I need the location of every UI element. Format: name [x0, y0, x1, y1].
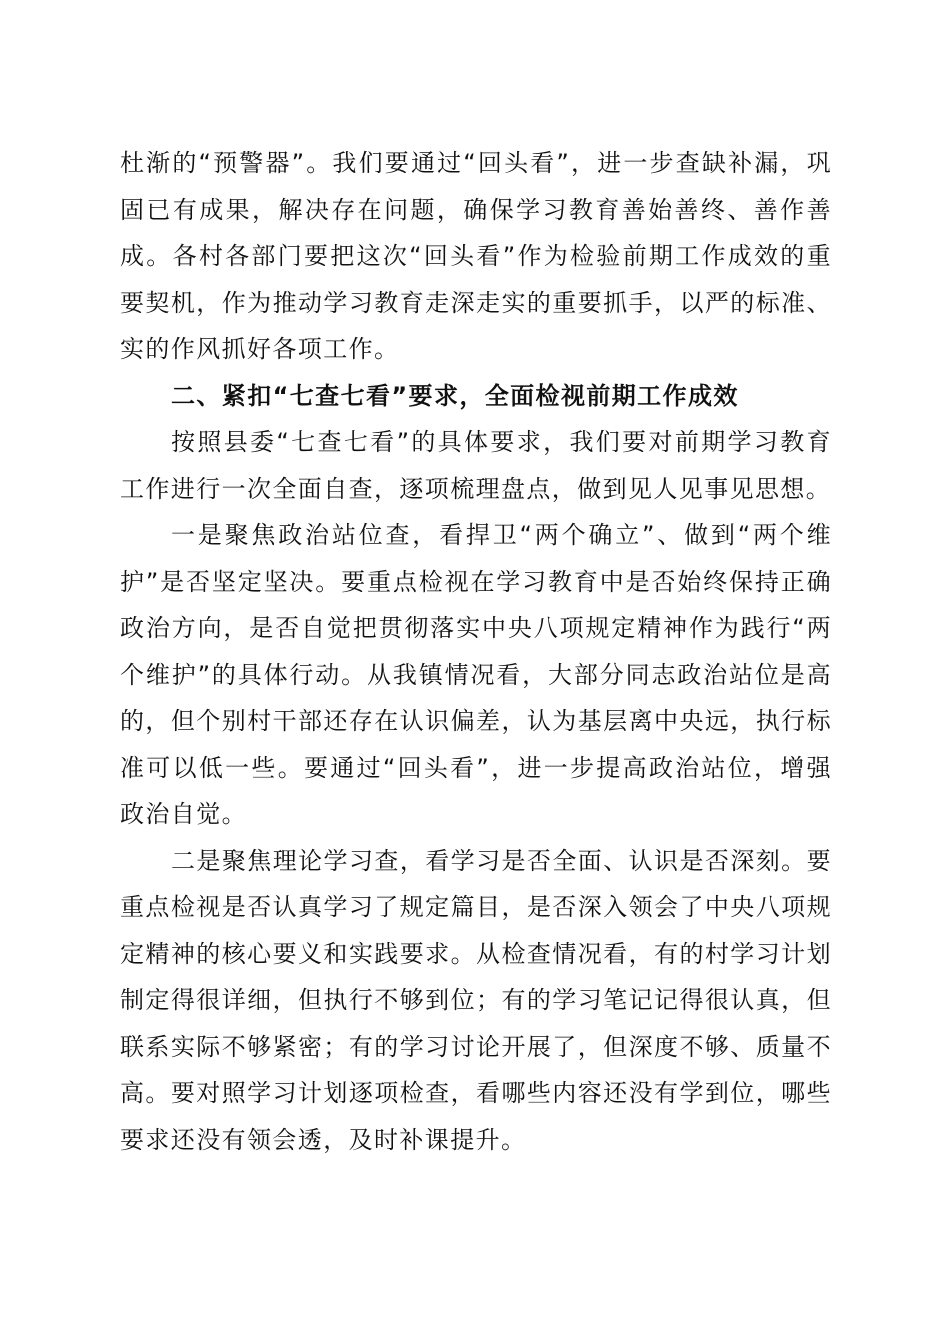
paragraph-theory-study: 二是聚焦理论学习查，看学习是否全面、认识是否深刻。要重点检视是否认真学习了规定篇目，是否深入领会了中央八项规定精神的核心要义和实践要求。从检查情况看，有的村学习计划制定得很详细，但执行不够到位；有的学习笔记记得很认真，但联系实际不够紧密；有的学习讨论开展了，但深度不够、质量不高。要对照学习计划逐项检查，看哪些内容还没有学到位，哪些要求还没有领会透，及时补课提升。	[120, 846, 832, 1154]
paragraph-political-stance: 一是聚焦政治站位查，看捍卫“两个确立”、做到“两个维护”是否坚定坚决。要重点检视在学习教育中是否始终保持正确政治方向，是否自觉把贯彻落实中央八项规定精神作为践行“两个维护”的具体行动。从我镇情况看，大部分同志政治站位是高的，但个别村干部还存在认识偏差，认为基层离中央远，执行标准可以低一些。要通过“回头看”，进一步提高政治站位，增强政治自觉。	[120, 521, 832, 828]
section-heading: 二、紧扣“七查七看”要求，全面检视前期工作成效	[171, 381, 739, 410]
paragraph-continuation: 杜渐的“预警器”。我们要通过“回头看”，进一步查缺补漏，巩固已有成果，解决存在问题，确保学习教育善始善终、善作善成。各村各部门要把这次“回头看”作为检验前期工作成效的重要契机，作为推动学习教育走深走实的重要抓手，以严的标准、实的作风抓好各项工作。	[120, 149, 832, 363]
document-body	[120, 140, 832, 1163]
paragraph-intro: 按照县委“七查七看”的具体要求，我们要对前期学习教育工作进行一次全面自查，逐项梳理盘点，做到见人见事见思想。	[120, 428, 832, 503]
